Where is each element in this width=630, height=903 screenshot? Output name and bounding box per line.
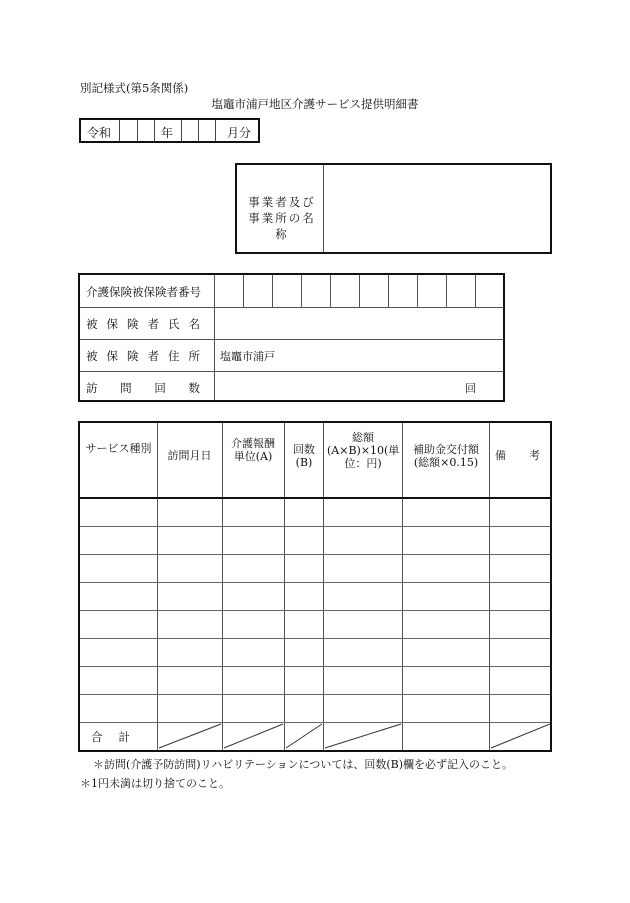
document-title: 塩竈市浦戸地区介護サービス提供明細書 — [211, 97, 419, 111]
total-label: 合計 — [91, 730, 146, 744]
row-divider — [80, 339, 503, 340]
total-row-slashes — [80, 423, 550, 750]
insured-address-label: 被 保 険 者 住 所 — [86, 349, 200, 363]
year-label: 年 — [161, 126, 174, 140]
header-visit-date: 訪問月日 — [167, 449, 212, 462]
business-box — [235, 163, 552, 254]
business-label: 事業者及び事業所の名称 — [248, 195, 316, 241]
header-service-type: サービス種別 — [85, 442, 152, 455]
year-label-cell — [154, 120, 155, 141]
month-label-cell — [215, 120, 216, 141]
row-divider — [80, 307, 503, 308]
year-digit-cell[interactable] — [119, 120, 120, 141]
era-label: 令和 — [87, 126, 112, 140]
business-divider — [323, 165, 324, 252]
insured-address-value[interactable]: 塩竈市浦戸 — [220, 350, 275, 363]
header-subsidy: 補助金交付額(総額×0.15) — [413, 443, 479, 469]
visit-count-unit: 回 — [465, 382, 476, 395]
visit-count-label: 訪 問 回 数 — [86, 381, 200, 395]
insured-name-label: 被 保 険 者 氏 名 — [86, 317, 200, 331]
header-total-amount: 総額(A×B)×10(単位：円) — [327, 431, 400, 470]
insured-number-field[interactable] — [214, 275, 504, 307]
month-digit-cell[interactable] — [181, 120, 182, 141]
header-remarks: 備 考 — [495, 449, 546, 462]
service-table — [78, 421, 552, 752]
row-divider — [80, 371, 503, 372]
year-digit-cell[interactable] — [137, 120, 138, 141]
insured-number-label: 介護保険被保険者番号 — [86, 285, 201, 299]
form-label: 別記様式(第5条関係) — [80, 81, 189, 95]
insured-box — [78, 273, 505, 402]
note-rounding: ＊1円未満は切り捨てのこと。 — [80, 777, 230, 790]
note-rehab: ＊訪問(介護予防訪問)リハビリテーションについては、回数(B)欄を必ず記入のこと。 — [93, 758, 514, 771]
header-care-units: 介護報酬単位(A) — [231, 437, 275, 463]
month-label: 月分 — [227, 126, 252, 140]
month-digit-cell[interactable] — [198, 120, 199, 141]
date-box — [79, 118, 260, 143]
header-count: 回数(B) — [293, 443, 315, 469]
